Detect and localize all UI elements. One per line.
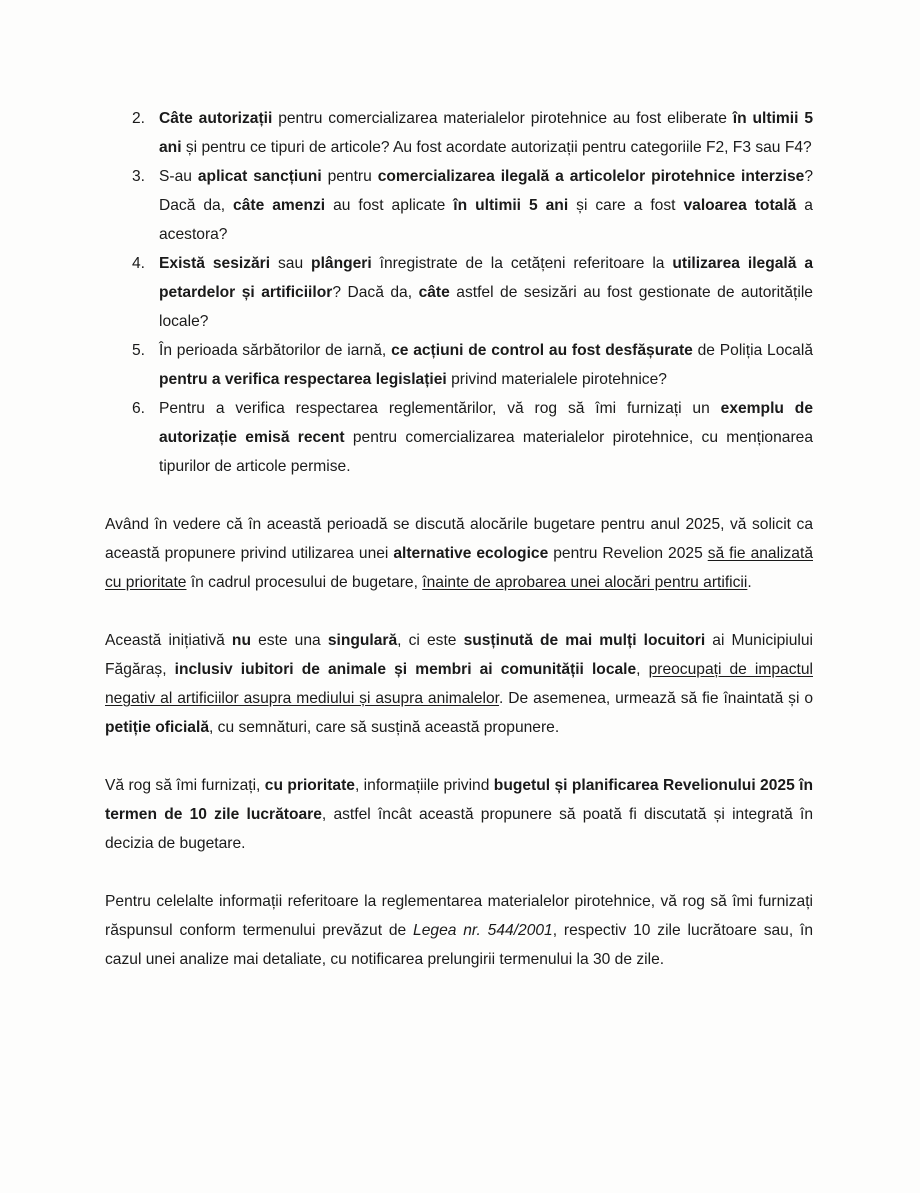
underlined-text: să fie analizată cu prioritate <box>105 545 813 591</box>
bold-text: alternative ecologice <box>393 545 549 562</box>
question-item <box>105 394 813 481</box>
bold-text: Câte autorizații <box>159 110 273 127</box>
bold-text: exemplu de autorizație emisă recent <box>159 400 813 446</box>
question-number: 6. <box>132 400 146 417</box>
bold-text: în ultimii 5 ani <box>159 110 813 156</box>
bold-text: comercializarea ilegală a articolelor pirotehnice interzise <box>377 168 805 185</box>
paragraph-budget-request: Având în vedere că în această perioadă se discută alocările bugetare pentru anul 2025, vă solicit ca această propunere privind utilizarea unei alternative ecologice pentru Revelion 2025 să fie analizată cu prioritate în cadrul procesului de bugetare, înainte de aprobarea unei alocări pentru artificii. <box>105 516 813 591</box>
bold-text: utilizarea ilegală a petardelor și artificiilor <box>159 255 814 301</box>
bold-text: bugetul și planificarea Revelionului 2025 în termen de 10 zile lucrătoare <box>105 777 813 823</box>
bold-text: Există sesizări <box>159 255 271 272</box>
underlined-text: înainte de aprobarea unei alocări pentru artificii <box>422 574 748 591</box>
bold-text: susținută de mai mulți locuitori <box>463 632 706 649</box>
question-number: 5. <box>132 342 146 359</box>
paragraph-community-support: Această inițiativă nu este una singulară, ci este susținută de mai mulți locuitori ai Municipiului Făgăraș, inclusiv iubitori de animale și membri ai comunității locale, preocupați de impactul negativ al artificiilor asupra mediului și asupra animalelor. De asemenea, urmează să fie înaintată și o petiție oficială, cu semnături, care să susțină această propunere. <box>105 632 813 736</box>
bold-text: singulară <box>327 632 398 649</box>
question-number: 2. <box>132 110 146 127</box>
spacer <box>105 858 813 887</box>
spacer <box>105 597 813 626</box>
bold-text: câte amenzi <box>233 197 326 214</box>
question-number: 3. <box>132 168 146 185</box>
bold-text: în ultimii 5 ani <box>453 197 569 214</box>
bold-text: plângeri <box>311 255 372 272</box>
spacer <box>105 742 813 771</box>
underlined-text: preocupați de impactul negativ al artificiilor asupra mediului și asupra animalelor <box>105 661 813 707</box>
bold-text: câte <box>418 284 450 301</box>
bold-text: petiție oficială <box>105 719 209 736</box>
question-item <box>105 249 813 336</box>
question-number: 4. <box>132 255 146 272</box>
bold-text: pentru a verifica respectarea legislației <box>159 371 447 388</box>
bold-text: valoarea totală <box>683 197 797 214</box>
question-text: Există sesizări sau plângeri înregistrate de la cetățeni referitoare la utilizarea ilegală a petardelor și artificiilor? Dacă da, câte astfel de sesizări au fost gestionate de autoritățile locale? <box>159 255 814 330</box>
question-text: S-au aplicat sancțiuni pentru comercializarea ilegală a articolelor pirotehnice interzise? Dacă da, câte amenzi au fost aplicate în ultimii 5 ani și care a fost valoarea totală a acestora? <box>159 168 813 243</box>
question-text: Pentru a verifica respectarea reglementărilor, vă rog să îmi furnizați un exemplu de autorizație emisă recent pentru comercializarea materialelor pirotehnice, cu menționarea tipurilor de articole permise. <box>159 400 813 475</box>
question-item <box>105 336 813 394</box>
question-text: Câte autorizații pentru comercializarea materialelor pirotehnice au fost eliberate în ultimii 5 ani și pentru ce tipuri de articole? Au fost acordate autorizații pentru categoriile F2, F3 sau F4? <box>159 110 813 156</box>
bold-text: aplicat sancțiuni <box>197 168 322 185</box>
bold-text: ce acțiuni de control au fost desfășurate <box>391 342 693 359</box>
bold-text: nu <box>231 632 251 649</box>
question-text: În perioada sărbătorilor de iarnă, ce acțiuni de control au fost desfășurate de Poliția Locală pentru a verifica respectarea legislației privind materialele pirotehnice? <box>159 342 813 388</box>
paragraph-priority-deadline: Vă rog să îmi furnizați, cu prioritate, informațiile privind bugetul și planificarea Revelionului 2025 în termen de 10 zile lucrătoare, astfel încât această propunere să poată fi discutată și integrată în decizia de bugetare. <box>105 777 813 852</box>
question-item <box>105 162 813 249</box>
paragraph-legal-deadline: Pentru celelalte informații referitoare la reglementarea materialelor pirotehnice, vă rog să îmi furnizați răspunsul conform termenului prevăzut de Legea nr. 544/2001, respectiv 10 zile lucrătoare sau, în cazul unei analize mai detaliate, cu notificarea prelungirii termenului la 30 de zile. <box>105 893 813 968</box>
italic-text: Legea nr. 544/2001 <box>413 922 553 939</box>
document-body <box>105 104 813 974</box>
spacer <box>105 481 813 510</box>
question-list <box>105 104 813 481</box>
bold-text: inclusiv iubitori de animale și membri ai comunității locale <box>174 661 637 678</box>
bold-text: cu prioritate <box>264 777 355 794</box>
question-item <box>105 104 813 162</box>
